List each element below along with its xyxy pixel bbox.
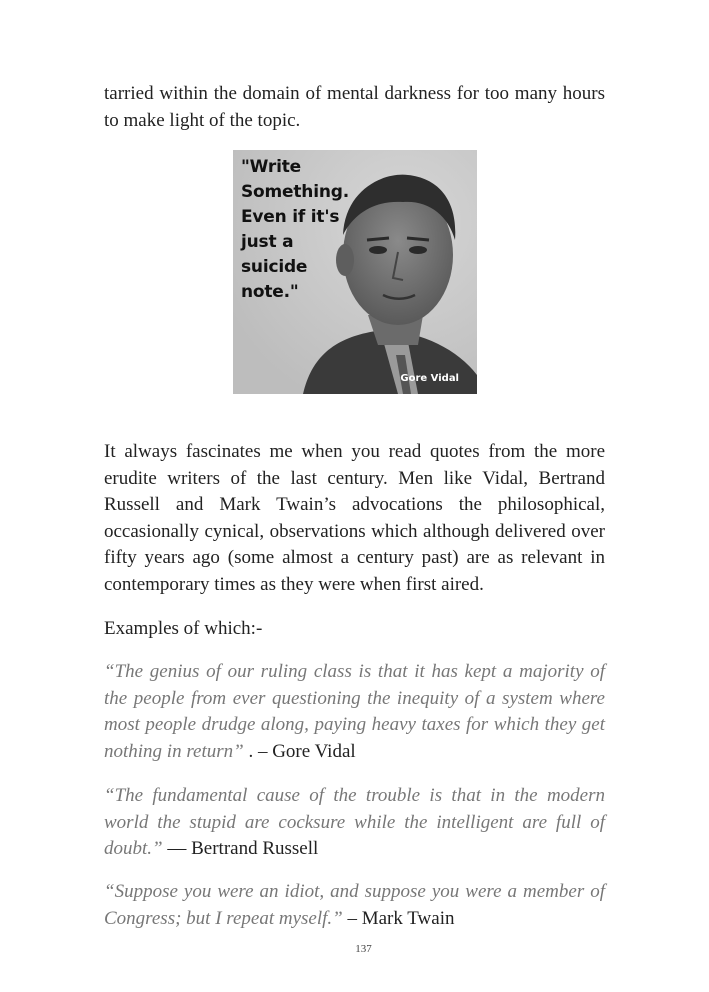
examples-heading: Examples of which:- [104, 618, 263, 639]
quote-attribution: . – Gore Vidal [243, 740, 356, 762]
image-quote-text: "Write Something. Even if it's just a suicide note." [241, 157, 349, 302]
quote-text: “The fundamental cause of the trouble is that in the modern world the stupid are cocksure while the intelligent are full of doubt.” [104, 785, 605, 859]
quote-text: “The genius of our ruling class is that it has kept a majority of the people from ever questioning the inequity of a system where most people drudge along, paying heavy taxes for which they get nothing in return” [104, 661, 605, 762]
image-caption: Gore Vidal [400, 373, 459, 384]
quote-bertrand-russell [104, 783, 605, 863]
page-number: 137 [355, 943, 372, 955]
quote-attribution: — Bertrand Russell [162, 838, 319, 859]
quote-photo [233, 150, 477, 394]
quote-attribution: – Mark Twain [342, 907, 455, 929]
intro-paragraph: tarried within the domain of mental darkness for too many hours to make light of the topic. [104, 83, 605, 131]
quote-text: “Suppose you were an idiot, and suppose you were a member of Congress; but I repeat myself.” [104, 881, 605, 929]
quote-mark-twain [104, 879, 605, 932]
main-paragraph: It always fascinates me when you read quotes from the more erudite writers of the last century. Men like Vidal, Bertrand Russell and Mark Twain’s advocations the philosophical, occasionally cynical, observations which although delivered over fifty years ago (some almost a century past) are as relevant in contemporary times as they were when first aired. [104, 441, 605, 595]
document-page [104, 0, 605, 992]
quote-gore-vidal [104, 659, 605, 765]
